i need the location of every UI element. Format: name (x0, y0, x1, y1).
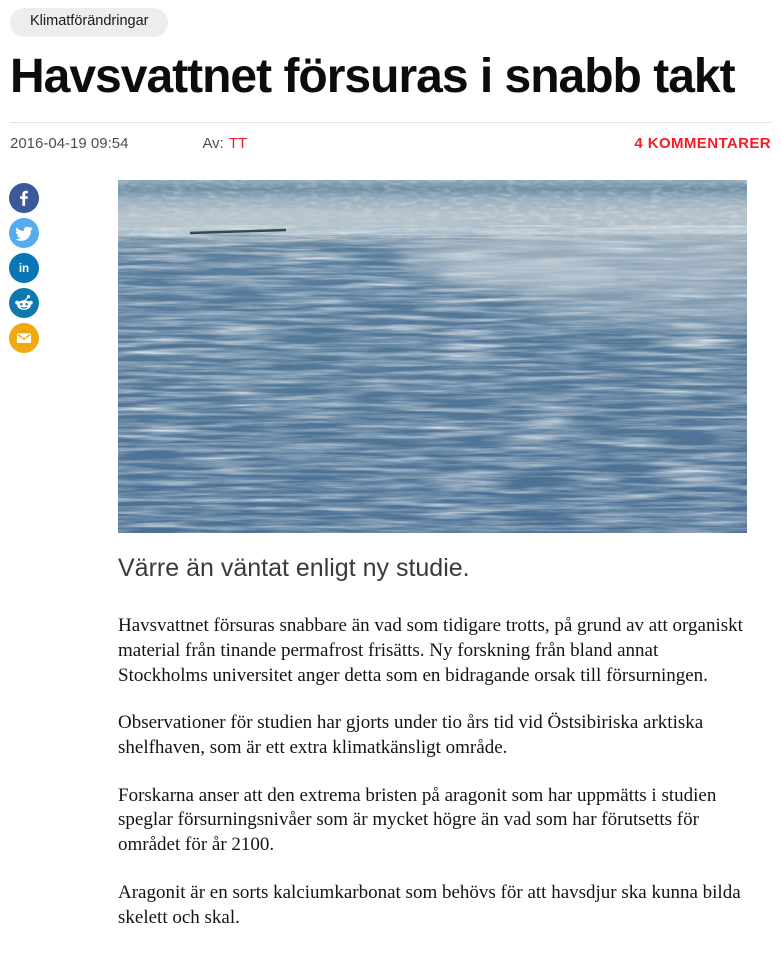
paragraph: Aragonit är en sorts kalciumkarbonat som behövs för att havsdjur ska kunna bilda skelett och skal. (118, 881, 741, 928)
share-reddit-button[interactable] (9, 288, 39, 318)
tag-row (0, 0, 781, 37)
publish-date: 2016-04-19 09:54 (10, 134, 129, 152)
comments-link[interactable]: 4 KOMMENTARER (634, 134, 771, 152)
share-twitter-button[interactable] (9, 218, 39, 248)
byline (10, 123, 771, 165)
lead-text: Värre än väntat enligt ny studie. (118, 553, 470, 582)
svg-text:in: in (18, 262, 30, 276)
article-body (118, 614, 747, 930)
page-title: Havsvattnet försuras i snabb takt (10, 49, 735, 103)
twitter-icon (9, 218, 39, 248)
author-link[interactable]: TT (228, 134, 248, 152)
content-area (0, 180, 781, 953)
topic-tag[interactable]: Klimatförändringar (10, 8, 168, 37)
share-email-button[interactable] (9, 323, 39, 353)
author-label: Av: (202, 134, 224, 152)
share-linkedin-button[interactable] (9, 253, 39, 283)
author-group (202, 135, 247, 152)
email-icon (9, 323, 39, 353)
paragraph: Forskarna anser att den extrema bristen på aragonit som har uppmätts i studien speglar försurningsnivåer som är mycket högre än vad som har förutsetts för området för år 2100. (118, 784, 717, 856)
reddit-icon (9, 288, 39, 318)
linkedin-icon (9, 253, 39, 283)
article-photo-water (118, 180, 747, 533)
share-rail (0, 180, 118, 953)
facebook-icon (9, 183, 39, 213)
byline-left (10, 135, 247, 152)
article-column (118, 180, 747, 953)
paragraph: Observationer för studien har gjorts under tio års tid vid Östsibiriska arktiska shelfhaven, som är ett extra klimatkänsligt område. (118, 712, 704, 759)
paragraph: Havsvattnet försuras snabbare än vad som tidigare trotts, på grund av att organiskt material från tinande permafrost frisätts. Ny forskning från bland annat Stockholms universitet anger detta som en bidragande orsak till försurningen. (118, 615, 743, 686)
share-facebook-button[interactable] (9, 183, 39, 213)
